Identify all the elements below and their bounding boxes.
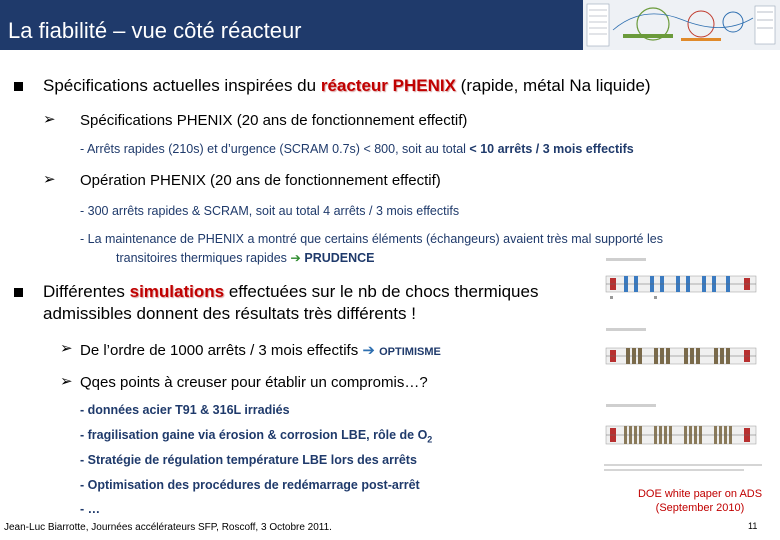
bullet-1-1-a-pre: - Arrêts rapides (210s) et d’urgence (SCRAM 0.7s) < 800, soit au total [80,142,470,156]
bullet-1-text [43,76,651,96]
diagram-thumbnail-image [583,0,780,50]
bullet-1-1-a-text [80,142,634,156]
prudence-label: PRUDENCE [304,251,375,265]
arrowhead-bullet-icon: ➢ [60,340,73,357]
header-diagram-thumbnail [583,0,780,50]
sub-item-5: - … [80,502,101,516]
bullet-1-1-a-bold: < 10 arrêts / 3 mois effectifs [469,142,634,156]
doe-caption [630,487,770,515]
bullet-2-1-pre: De l’ordre de 1000 arrêts / 3 mois effectifs [80,342,363,359]
sub-item-3: - Stratégie de régulation température LBE lors des arrêts [80,453,417,467]
simulation-figure-2-image [604,328,764,383]
bullet-1-post: (rapide, métal Na liquide) [455,76,651,95]
arrowhead-bullet-icon: ➢ [43,111,56,128]
bullet-1-2-a-text: - 300 arrêts rapides & SCRAM, soit au total 4 arrêts / 3 mois effectifs [80,204,460,218]
sub-item-2 [80,428,432,445]
bullet-1-2-b-line2-pre: transitoires thermiques rapides [116,251,291,265]
page-title: La fiabilité – vue côté réacteur [8,18,302,43]
bullet-2-pre: Différentes [43,282,130,301]
simulation-figure-1 [604,258,764,308]
bullet-2-line2: admissibles donnent des résultats très différents ! [43,304,416,323]
bullet-2-line1 [43,282,538,302]
simulation-figure-3 [604,404,764,484]
right-arrow-icon: ➔ [362,342,375,359]
bullet-2-2-text: Qqes points à creuser pour établir un compromis…? [80,374,428,391]
arrowhead-bullet-icon: ➢ [43,171,56,188]
bullet-1-2-b-line2 [116,250,375,265]
sub-item-4: - Optimisation des procédures de redémarrage post-arrêt [80,478,420,492]
bullet-1-pre: Spécifications actuelles inspirées du [43,76,321,95]
square-bullet-icon [14,288,23,297]
bullet-2-1-text [80,341,441,359]
page-number: 11 [748,521,758,531]
right-arrow-icon: ➔ [290,251,301,265]
simulation-figure-3-image [604,404,764,484]
bullet-2-post: effectuées sur le nb de chocs thermiques [224,282,539,301]
bullet-1-2-b-line1: - La maintenance de PHENIX a montré que certains éléments (échangeurs) avaient très mal supporté les [80,232,663,246]
doe-caption-line2: (September 2010) [655,502,745,514]
bullet-1-highlight: réacteur PHENIX [320,76,456,95]
footer-text: Jean-Luc Biarrotte, Journées accélérateurs SFP, Roscoff, 3 Octobre 2011. [4,522,332,533]
bullet-2-highlight: simulations [129,282,225,301]
bullet-1-2-text: Opération PHENIX (20 ans de fonctionnement effectif) [80,172,441,189]
title-bar [0,0,780,50]
bullet-1-1-text: Spécifications PHENIX (20 ans de fonctionnement effectif) [80,112,468,129]
arrowhead-bullet-icon: ➢ [60,373,73,390]
simulation-figure-2 [604,328,764,383]
optimisme-label: OPTIMISME [379,346,441,358]
sub-item-1: - données acier T91 & 316L irradiés [80,403,290,417]
sub-item-2-text: - fragilisation gaine via érosion & corrosion LBE, rôle de O [80,428,428,442]
doe-caption-line1: DOE white paper on ADS [637,488,763,500]
simulation-figure-1-image [604,258,764,308]
square-bullet-icon [14,82,23,91]
subscript-2: 2 [427,434,433,445]
